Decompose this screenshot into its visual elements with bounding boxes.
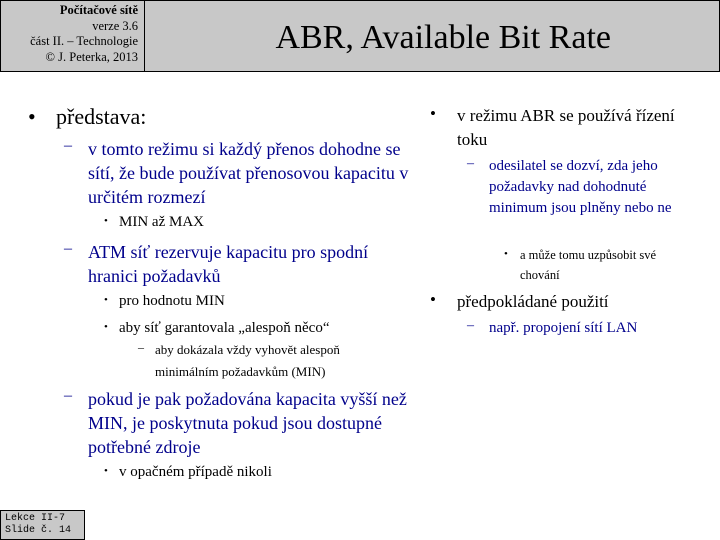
dash-icon: – bbox=[138, 340, 144, 354]
bullet-icon: • bbox=[28, 104, 36, 129]
left-sub-2: ATM síť rezervuje kapacitu pro spodní hranici požadavků bbox=[88, 242, 369, 286]
course-info-box bbox=[0, 0, 145, 72]
left-sub-1-item-1: MIN až MAX bbox=[119, 214, 204, 230]
bullet-icon: • bbox=[430, 104, 436, 123]
course-name: Počítačové sítě bbox=[59, 3, 138, 17]
title-bar bbox=[145, 0, 720, 72]
bullet-icon: • bbox=[430, 290, 436, 309]
slide-number: Slide č. 14 bbox=[5, 525, 72, 536]
left-sub-3: pokud je pak požadována kapacita vyšší než MIN, je poskytnuta pokud jsou dostupné potřebné zdroje bbox=[88, 389, 407, 457]
left-sub-1: v tomto režimu si každý přenos dohodne se sítí, že bude používat přenosovou kapacitu v určitém rozmezí bbox=[88, 139, 409, 207]
right-sub-1-item-1: a může tomu uzpůsobit své chování bbox=[520, 248, 657, 282]
dash-icon: – bbox=[467, 156, 474, 171]
left-sub-2-item-2: aby síť garantovala „alespoň něco“ bbox=[119, 320, 330, 336]
dash-icon: – bbox=[64, 387, 72, 404]
dash-icon: – bbox=[467, 318, 474, 333]
bullet-icon: • bbox=[504, 248, 508, 260]
left-sub-2-item-1: pro hodnotu MIN bbox=[119, 293, 225, 309]
slide-title: ABR, Available Bit Rate bbox=[275, 19, 611, 56]
right-point-2: předpokládané použití bbox=[457, 292, 609, 311]
bullet-icon: • bbox=[104, 465, 108, 477]
right-sub-1: odesilatel se dozví, zda jeho požadavky nad dohodnuté minimum jsou plněny nebo ne bbox=[489, 158, 672, 216]
left-sub-2-item-2-sub: aby dokázala vždy vyhovět alespoň minimálním požadavkům (MIN) bbox=[155, 342, 340, 379]
version-label: verze 3.6 bbox=[92, 18, 138, 33]
lecture-label: Lekce II-7 bbox=[5, 513, 66, 524]
right-point-1: v režimu ABR se používá řízení toku bbox=[457, 106, 675, 149]
bullet-icon: • bbox=[104, 321, 108, 333]
bullet-icon: • bbox=[104, 215, 108, 227]
slide-footer bbox=[0, 510, 85, 540]
bullet-icon: • bbox=[104, 294, 108, 306]
copyright-label: © J. Peterka, 2013 bbox=[45, 49, 138, 64]
left-point-1: představa: bbox=[56, 104, 147, 129]
right-sub-2: např. propojení sítí LAN bbox=[489, 320, 638, 336]
dash-icon: – bbox=[64, 240, 72, 257]
dash-icon: – bbox=[64, 137, 72, 154]
part-label: část II. – Technologie bbox=[30, 34, 138, 48]
left-sub-3-item-1: v opačném případě nikoli bbox=[119, 464, 272, 480]
